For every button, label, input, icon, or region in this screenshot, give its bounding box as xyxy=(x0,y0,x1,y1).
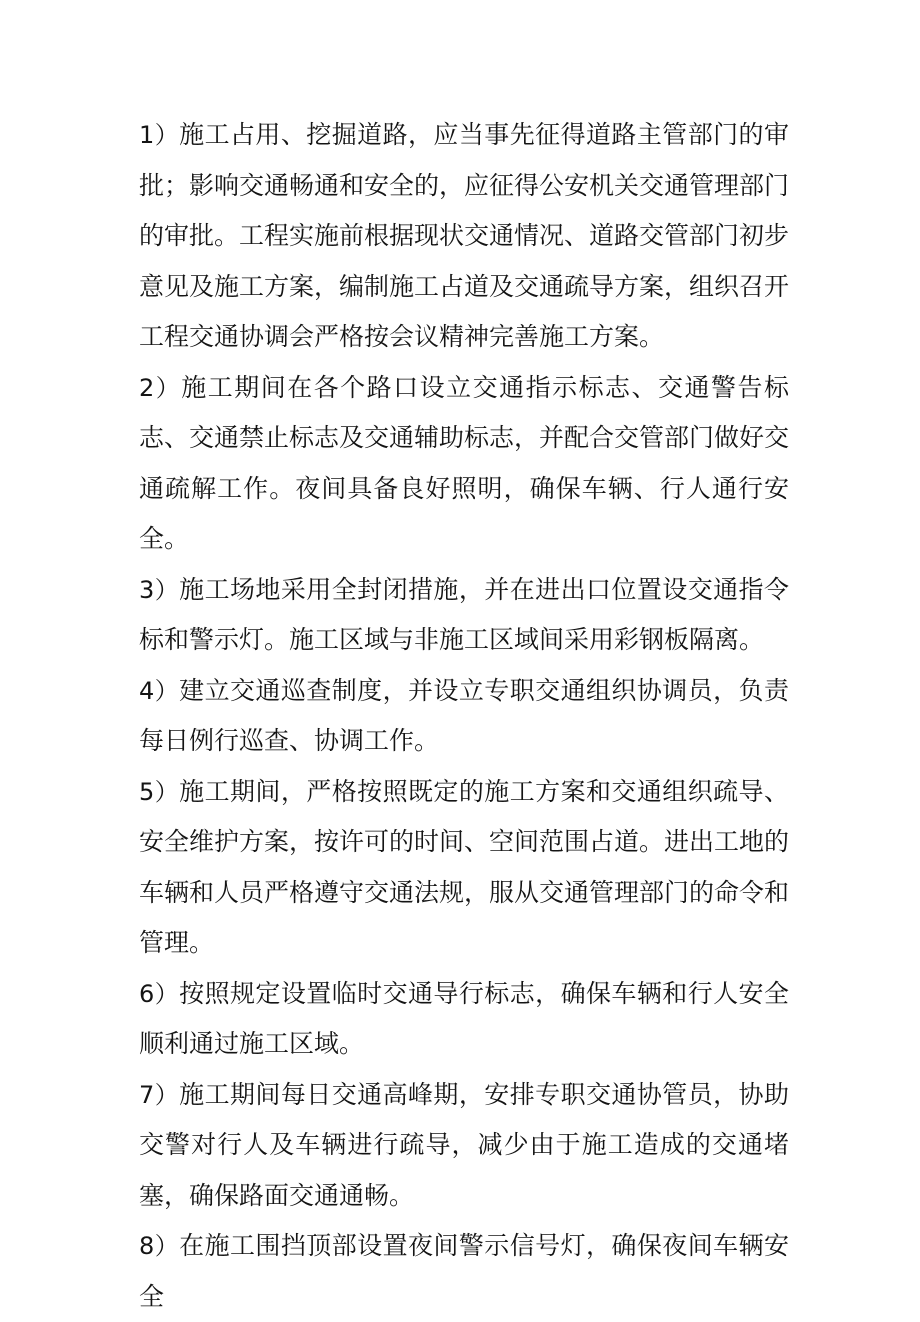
list-item-4 xyxy=(139,666,789,767)
item-number-8: 8） xyxy=(139,1232,180,1260)
item-number-7: 7） xyxy=(139,1080,180,1109)
list-item-7 xyxy=(139,1070,789,1222)
item-text-1: 施工占用、挖掘道路，应当事先征得道路主管部门的审批；影响交通畅通和安全的，应征得公安机关交通管理部门的审批。工程实施前根据现状交通情况、道路交管部门初步意见及施工方案，编制施工占道及交通疏导方案，组织召开工程交通协调会严格按会议精神完善施工方案。 xyxy=(139,120,790,351)
item-number-1: 1） xyxy=(139,121,180,149)
item-text-5: 施工期间，严格按照既定的施工方案和交通组织疏导、安全维护方案，按许可的时间、空间范围占道。进出工地的车辆和人员严格遵守交通法规，服从交通管理部门的命令和管理。 xyxy=(139,776,790,957)
item-text-7: 施工期间每日交通高峰期，安排专职交通协管员，协助交警对行人及车辆进行疏导，减少由于施工造成的交通堵塞，确保路面交通通畅。 xyxy=(139,1079,789,1210)
item-text-8: 在施工围挡顶部设置夜间警示信号灯，确保夜间车辆安全 xyxy=(139,1231,789,1311)
list-item-5 xyxy=(139,767,789,969)
list-item-8 xyxy=(139,1221,789,1322)
item-text-6: 按照规定设置临时交通导行标志，确保车辆和行人安全顺利通过施工区域。 xyxy=(139,978,789,1058)
item-number-2: 2） xyxy=(139,373,182,402)
document-body xyxy=(139,110,789,1322)
item-text-4: 建立交通巡查制度，并设立专职交通组织协调员，负责每日例行巡查、协调工作。 xyxy=(139,675,789,755)
item-number-3: 3） xyxy=(139,575,180,604)
item-number-4: 4） xyxy=(139,676,180,705)
item-text-2: 施工期间在各个路口设立交通指示标志、交通警告标志、交通禁止标志及交通辅助标志，并配合交管部门做好交通疏解工作。夜间具备良好照明，确保车辆、行人通行安全。 xyxy=(139,372,790,553)
list-item-2 xyxy=(139,363,789,565)
item-text-3: 施工场地采用全封闭措施，并在进出口位置设交通指令标和警示灯。施工区域与非施工区域间采用彩钢板隔离。 xyxy=(139,574,789,654)
list-item-6 xyxy=(139,969,789,1070)
list-item-3 xyxy=(139,565,789,666)
list-item-1 xyxy=(139,110,789,363)
item-number-5: 5） xyxy=(139,777,180,806)
item-number-6: 6） xyxy=(139,979,180,1008)
